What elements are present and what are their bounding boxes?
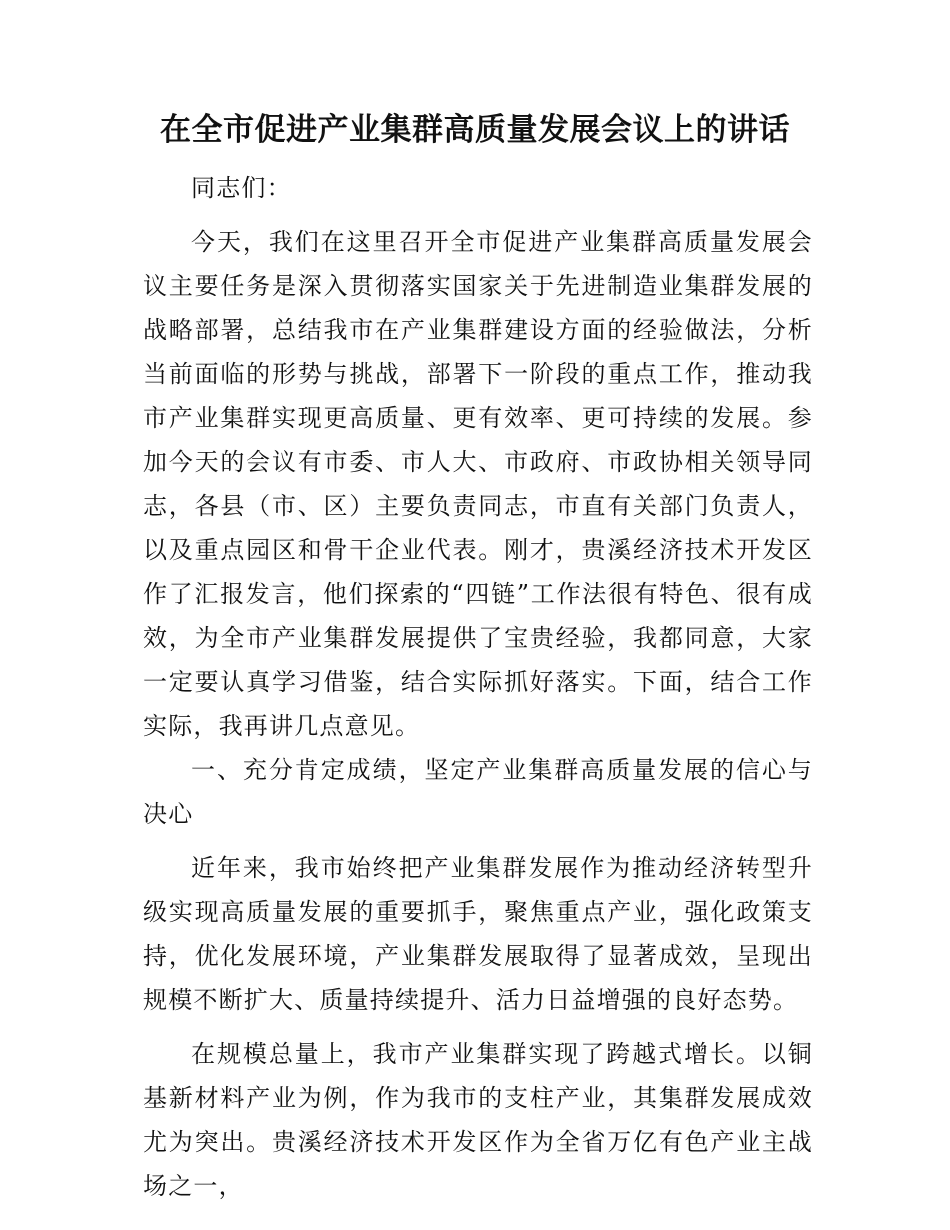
paragraph-achievements: 近年来，我市始终把产业集群发展作为推动经济转型升级实现高质量发展的重要抓手，聚焦重点产业，强化政策支持，优化发展环境，产业集群发展取得了显著成效，呈现出规模不断扩大、质量持续提升、活力日益增强的良好态势。 bbox=[143, 854, 813, 1014]
document-body bbox=[143, 166, 813, 1208]
section-heading: 一、充分肯定成绩，坚定产业集群高质量发展的信心与决心 bbox=[143, 756, 813, 828]
salutation: 同志们： bbox=[191, 174, 292, 202]
document-title: 在全市促进产业集群高质量发展会议上的讲话 bbox=[160, 112, 790, 148]
paragraph-scale: 在规模总量上，我市产业集群实现了跨越式增长。以铜基新材料产业为例，作为我市的支柱产业，其集群发展成效尤为突出。贵溪经济技术开发区作为全省万亿有色产业主战场之一， bbox=[143, 1040, 813, 1200]
paragraph-opening: 今天，我们在这里召开全市促进产业集群高质量发展会议主要任务是深入贯彻落实国家关于先进制造业集群发展的战略部署，总结我市在产业集群建设方面的经验做法，分析当前面临的形势与挑战，部署下一阶段的重点工作，推动我市产业集群实现更高质量、更有效率、更可持续的发展。参加今天的会议有市委、市人大、市政府、市政协相关领导同志，各县（市、区）主要负责同志，市直有关部门负责人，以及重点园区和骨干企业代表。刚才，贵溪经济技术开发区作了汇报发言，他们探索的“四链”工作法很有特色、很有成效，为全市产业集群发展提供了宝贵经验，我都同意，大家一定要认真学习借鉴，结合实际抓好落实。下面，结合工作实际，我再讲几点意见。 bbox=[143, 228, 813, 740]
